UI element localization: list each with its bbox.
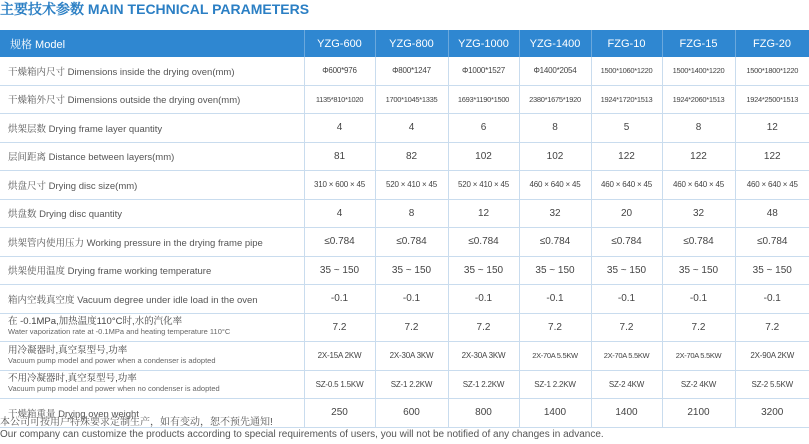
table-cell: ≤0.784	[735, 228, 809, 257]
table-cell: 35 ~ 150	[375, 256, 448, 285]
table-cell: 7.2	[662, 313, 735, 342]
table-cell: -0.1	[375, 285, 448, 314]
row-label: 烘架管内使用压力 Working pressure in the drying frame pipe	[0, 228, 304, 257]
table-cell: ≤0.784	[662, 228, 735, 257]
table-row	[0, 313, 809, 342]
table-cell: ≤0.784	[591, 228, 662, 257]
row-label: 烘盘数 Drying disc quantity	[0, 199, 304, 228]
row-label-en: Vacuum pump model and power when a condenser is adopted	[8, 355, 216, 365]
table-cell: 4	[375, 114, 448, 143]
table-row	[0, 142, 809, 171]
table-cell: 7.2	[375, 313, 448, 342]
table-row	[0, 57, 809, 85]
table-row	[0, 114, 809, 143]
table-row	[0, 171, 809, 200]
table-cell: 3200	[735, 399, 809, 428]
table-cell: 520 × 410 × 45	[448, 171, 519, 200]
table-row	[0, 285, 809, 314]
table-cell: 1500*1400*1220	[662, 57, 735, 85]
table-cell: 35 ~ 150	[304, 256, 375, 285]
header-fzg-20: FZG-20	[735, 30, 809, 57]
table-cell: 102	[448, 142, 519, 171]
footnote-en: Our company can customize the products according to special requirements of users, you will not be notified of any changes in advance.	[0, 429, 604, 440]
table-cell: 2100	[662, 399, 735, 428]
table-cell: 1924*2060*1513	[662, 85, 735, 114]
table-cell: -0.1	[448, 285, 519, 314]
header-yzg-600: YZG-600	[304, 30, 375, 57]
table-cell: 250	[304, 399, 375, 428]
table-cell: 35 ~ 150	[662, 256, 735, 285]
table-cell: -0.1	[304, 285, 375, 314]
table-cell: 32	[662, 199, 735, 228]
table-cell: 7.2	[448, 313, 519, 342]
table-cell: Φ1400*2054	[519, 57, 591, 85]
table-cell: 8	[519, 114, 591, 143]
table-cell: SZ-2 4KW	[591, 370, 662, 399]
table-row	[0, 228, 809, 257]
table-cell: 4	[304, 114, 375, 143]
table-cell: 48	[735, 199, 809, 228]
header-yzg-1400: YZG-1400	[519, 30, 591, 57]
table-cell: 102	[519, 142, 591, 171]
row-label-en: Water vaporization rate at -0.1MPa and heating temperature 110°C	[8, 327, 231, 337]
footnote	[0, 417, 604, 441]
row-label-cn: 不用冷凝器时,真空泵型号,功率	[8, 373, 137, 385]
row-label	[0, 370, 304, 399]
table-cell: 12	[448, 199, 519, 228]
table-cell: ≤0.784	[519, 228, 591, 257]
table-header-row	[0, 30, 809, 57]
table-cell: 2X-15A 2KW	[304, 342, 375, 371]
table-row	[0, 199, 809, 228]
table-cell: 800	[448, 399, 519, 428]
table-cell: 7.2	[304, 313, 375, 342]
table-cell: 1135*810*1020	[304, 85, 375, 114]
table-cell: 1700*1045*1335	[375, 85, 448, 114]
header-yzg-800: YZG-800	[375, 30, 448, 57]
table-cell: 460 × 640 × 45	[735, 171, 809, 200]
table-cell: -0.1	[519, 285, 591, 314]
table-cell: 5	[591, 114, 662, 143]
table-cell: 2X-70A 5.5KW	[662, 342, 735, 371]
table-cell: 4	[304, 199, 375, 228]
table-cell: ≤0.784	[448, 228, 519, 257]
header-fzg-15: FZG-15	[662, 30, 735, 57]
table-cell: 600	[375, 399, 448, 428]
row-label: 箱内空载真空度 Vacuum degree under idle load in the oven	[0, 285, 304, 314]
table-cell: 35 ~ 150	[519, 256, 591, 285]
table-cell: 2X-70A 5.5KW	[519, 342, 591, 371]
table-cell: Φ600*976	[304, 57, 375, 85]
table-row	[0, 370, 809, 399]
table-cell: -0.1	[735, 285, 809, 314]
table-cell: 8	[375, 199, 448, 228]
table-cell: 6	[448, 114, 519, 143]
table-cell: 1924*2500*1513	[735, 85, 809, 114]
table-cell: ≤0.784	[375, 228, 448, 257]
table-cell: Φ800*1247	[375, 57, 448, 85]
table-cell: 2X-90A 2KW	[735, 342, 809, 371]
table-cell: ≤0.784	[304, 228, 375, 257]
table-cell: 7.2	[735, 313, 809, 342]
row-label: 烘盘尺寸 Drying disc size(mm)	[0, 171, 304, 200]
table-cell: 122	[591, 142, 662, 171]
table-cell: 7.2	[591, 313, 662, 342]
row-label: 干燥箱重量 Drying oven weight	[0, 399, 304, 428]
table-cell: -0.1	[591, 285, 662, 314]
table-cell: 122	[735, 142, 809, 171]
row-label: 层间距离 Distance between layers(mm)	[0, 142, 304, 171]
table-cell: 520 × 410 × 45	[375, 171, 448, 200]
table-cell: 1400	[591, 399, 662, 428]
table-cell: 122	[662, 142, 735, 171]
table-cell: 8	[662, 114, 735, 143]
row-label: 干燥箱内尺寸 Dimensions inside the drying oven(mm)	[0, 57, 304, 85]
table-cell: 1500*1800*1220	[735, 57, 809, 85]
table-cell: 1924*1720*1513	[591, 85, 662, 114]
table-cell: SZ-0.5 1.5KW	[304, 370, 375, 399]
table-cell: 2380*1675*1920	[519, 85, 591, 114]
table-cell: 1500*1060*1220	[591, 57, 662, 85]
table-cell: 460 × 640 × 45	[662, 171, 735, 200]
table-cell: 35 ~ 150	[591, 256, 662, 285]
row-label: 干燥箱外尺寸 Dimensions outside the drying oven(mm)	[0, 85, 304, 114]
table-cell: 32	[519, 199, 591, 228]
table-row	[0, 256, 809, 285]
row-label-cn: 用冷凝器时,真空泵型号,功率	[8, 344, 128, 356]
table-cell: 2X-30A 3KW	[375, 342, 448, 371]
technical-parameters-table	[0, 30, 809, 428]
table-row	[0, 85, 809, 114]
table-cell: 35 ~ 150	[448, 256, 519, 285]
header-yzg-1000: YZG-1000	[448, 30, 519, 57]
table-cell: -0.1	[662, 285, 735, 314]
table-cell: 35 ~ 150	[735, 256, 809, 285]
table-cell: SZ-2 5.5KW	[735, 370, 809, 399]
row-label-cn: 在 -0.1MPa,加热温度110°C时,水的汽化率	[8, 316, 183, 328]
table-cell: SZ-1 2.2KW	[375, 370, 448, 399]
table-cell: 20	[591, 199, 662, 228]
table-row	[0, 342, 809, 371]
table-cell: Φ1000*1527	[448, 57, 519, 85]
table-cell: 12	[735, 114, 809, 143]
header-model: 规格 Model	[0, 30, 304, 57]
header-fzg-10: FZG-10	[591, 30, 662, 57]
row-label	[0, 313, 304, 342]
table-cell: 7.2	[519, 313, 591, 342]
page-title: 主要技术参数 MAIN TECHNICAL PARAMETERS	[0, 1, 310, 17]
table-cell: 2X-70A 5.5KW	[591, 342, 662, 371]
row-label	[0, 342, 304, 371]
table-cell: SZ-2 4KW	[662, 370, 735, 399]
table-cell: 1693*1190*1500	[448, 85, 519, 114]
table-cell: 81	[304, 142, 375, 171]
row-label: 烘架层数 Drying frame layer quantity	[0, 114, 304, 143]
table-cell: 460 × 640 × 45	[591, 171, 662, 200]
table-cell: 2X-30A 3KW	[448, 342, 519, 371]
row-label-en: Vacuum pump model and power when no condenser is adopted	[8, 384, 220, 394]
table-cell: 82	[375, 142, 448, 171]
table-cell: SZ-1 2.2KW	[519, 370, 591, 399]
row-label: 烘架使用温度 Drying frame working temperature	[0, 256, 304, 285]
table-cell: SZ-1 2.2KW	[448, 370, 519, 399]
table-cell: 1400	[519, 399, 591, 428]
table-cell: 310 × 600 × 45	[304, 171, 375, 200]
table-cell: 460 × 640 × 45	[519, 171, 591, 200]
footnote-cn: 本公司可按用户特殊要求定制生产，如有变动，恕不预先通知!	[0, 417, 273, 428]
